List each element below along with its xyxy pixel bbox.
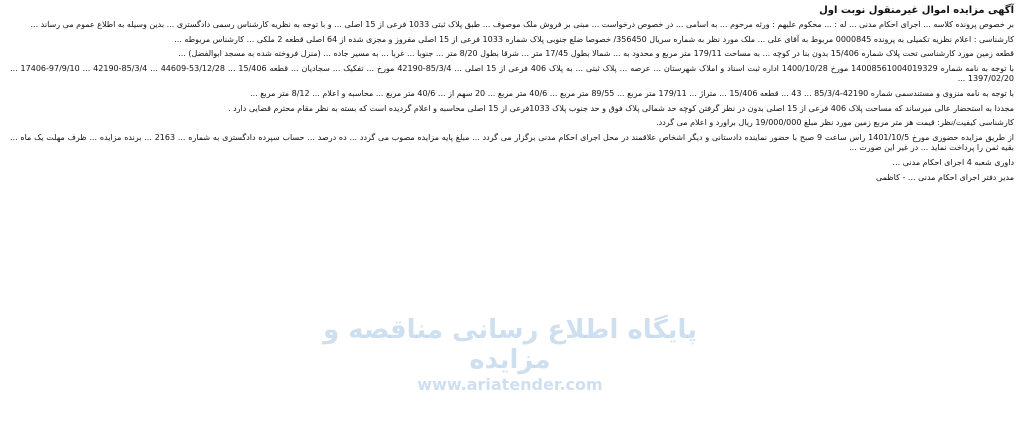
land-description-paragraph: قطعه زمین مورد کارشناسی تحت پلاک شماره 15/406 بدون بنا در کوچه ... به مساحت 179/11 متر مربع و محدود به ... شمالا بطول 17/45 متر ... شرقا بطول 8/20 متر ... جنوبا ... غربا ... به مسیر جاده ... (منزل فروخته شده به مسجد ابوالفضل) ... <box>178 49 1014 59</box>
watermark-line1: پایگاه اطلاع رسانی مناقصه و مزایده <box>322 315 698 375</box>
area-note-paragraph: مجددا به استحضار عالی میرساند که مساحت پلاک 406 فرعی از 15 اصلی بدون در نظر گرفتن کوچه حد شمالی پلاک فوق و حد جنوب پلاک 1033فرعی از 15 اصلی محاسبه و اعلام گردیده است که بسته به نظر مقام محترم قضایی دارد . <box>228 103 1014 113</box>
area-calculation-paragraph: با توجه به نامه منزوی و مستندسمی شماره 42190-85/3/4 ... 43 ... قطعه 15/406 ... متراژ ... 179/11 متر مربع ... 89/55 متر مربع ... 40/6 متر مربع ... 20 سهم از ... 40/6 متر مربع ... محاسبه و اعلام ... 8/12 متر مربع ... <box>250 88 1014 98</box>
registry-letter-paragraph: با توجه به نامه شماره 14008561004019329 مورخ 1400/10/28 اداره ثبت اسناد و املاک شهرستان ... عرصه ... پلاک ثبتی ... به پلاک 406 فرعی از 15 اصلی ... 85/3/4-42190 مورخ ... تفکیک ... سجادیان ... قطعه 15/406 ... 53/12/28-44609 ... 85/3/4-42190 ... 97/9/10-17406 ... 1397/02/20 ... <box>10 63 1015 84</box>
price-paragraph: کارشناسی کیفیت/نظر: قیمت هر متر مربع زمین مورد نظر مبلغ 19/000/000 ریال براورد و اعلام می گردد. <box>656 118 1014 128</box>
signature: مدیر دفتر اجرای احکام مدنی ... - کاظمی <box>876 172 1014 182</box>
watermark-line2: www.ariatender.com <box>417 375 603 394</box>
notice-title: آگهی مزایده اموال غیرمنقول نوبت اول <box>819 5 1014 16</box>
expert-opinion-paragraph: کارشناسی : اعلام نظریه تکمیلی به پرونده 0000845 مربوط به آقای علی ... ملک مورد نظر به شماره سریال 356450/ خصوصا ضلع جنوبی پلاک شماره 1033 فرعی از 15 اصلی مفروز و مجزی شده از 64 اصلی قطعه 2 ملکی ... کارشناس مربوطه ... <box>174 34 1014 44</box>
intro-paragraph: بر خصوص پرونده کلاسه ... اجرای احکام مدنی ... له : ... محکوم علیهم : ورثه مرحوم ... به اسامی ... در خصوص درخواست ... مبنی بر فروش ملک موصوف ... طبق پلاک ثبتی 1033 فرعی از 15 اصلی ... و با توجه به نظریه کارشناس رسمی دادگستری ... بدین وسیله به اطلاع عموم می رساند ... <box>30 20 1014 29</box>
auction-terms-paragraph: از طریق مزایده حضوری مورخ 1401/10/5 راس ساعت 9 صبح با حضور نماینده دادستانی و دیگر اشخاص علاقمند در محل اجرای احکام مدنی برگزار می گردد ... مبلغ پایه مزایده مصوب می گردد ... ده درصد ... حساب سپرده دادگستری به شماره ... 2163 ... برنده مزایده ... ظرف مهلت یک ماه ... بقیه ثمن را پرداخت نماید ... در غیر این صورت ... <box>10 132 1015 153</box>
branch-paragraph: داوری شعبه 4 اجرای احکام مدنی ... <box>892 157 1014 167</box>
